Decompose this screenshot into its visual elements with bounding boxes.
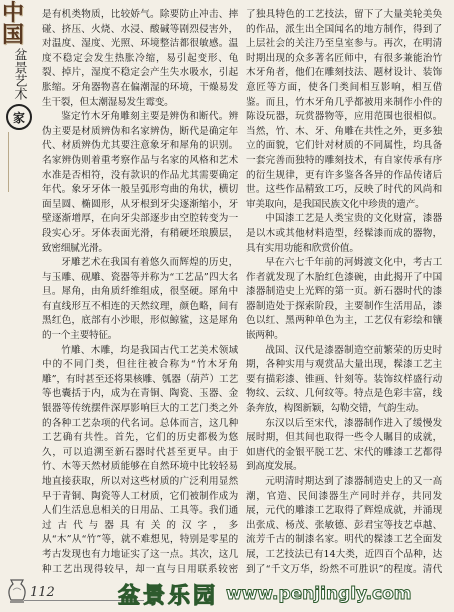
logo-subtitle: 盆景艺术 (11, 48, 27, 100)
paragraph: 元明清时期达到了漆器制造史上的又一高潮，官造、民间漆器生产同时并存，共同发展，元代的雕漆工艺取得了辉煌成就，并涌现出张成、杨茂、张敏德、彭君宝等技艺卓越、流芳千古的制漆名家。明代的髹漆工艺全面发展，工艺技法已有14大类，近四百个品种，达到了“千文万华，纷然不可胜识”的程度。清代 (246, 476, 442, 575)
watermark-url: www.penjingly.com (226, 584, 412, 604)
paragraph: 了独具特色的工艺技法，留下了大量美轮美奂的作品，派生出全国闻名的地方制作，得到了上层社会的关注乃至皇室参与。再次，在明清时期出现的众多著名匠师中，有很多兼能治竹木牙角者，他们在雕刻技法、题材设计、装饰意匠等方面，使各门类间相互影响，相互借鉴。而且，竹木牙角几乎都被用来制作小件的陈设玩器，玩赏器物等，应用范围也很相似。当然，竹、木、牙、角雕在共性之外，更多独立的面貌，它们针对材质的不同属性，均具备一套完善而独特的雕刻技术，有自家传承有序的衍生规律，更有许多鉴各各异的作品传诸后世。这些作品精致工巧，反映了时代的风尚和审美取向，是我国民族文化中珍贵的遗产。 (246, 9, 442, 210)
paragraph: 早在六七千年前的河姆渡文化中，考古工作者就发现了木胎红色漆碗，由此揭开了中国漆器制造史上光辉的第一页。新石器时代的漆器制造处于探索阶段，主要制作生活用品，漆色以红、黑两种单色为主，工艺仅有彩绘和镶嵌两种。 (246, 257, 442, 342)
logo-title: 中国 (2, 0, 25, 48)
paragraph: 中国漆工艺是人类宝贵的文化财富，漆器是以木或其他材料造型，经髹漆而成的器物，具有实用功能和欣赏价值。 (246, 213, 442, 254)
paragraph: 牙雕艺术在我国有着悠久而辉煌的历史，与玉雕、砚雕、瓷器等并称为“工艺品”四大名旦。犀角，由角质纤维组成，很坚硬。犀角中有直线形互不相连的天然纹理，颜色略，间有黑红色，底部有小沙眼，形似鲸鲨，这是犀角的一个主要特征。 (42, 257, 238, 342)
sidebar-decoration (0, 0, 36, 612)
magazine-logo (2, 2, 36, 130)
paragraph: 鉴定竹木牙角雕刻主要是辨伪和断代。辨伪主要是材质辨伪和名家辨伪，断代是确定年代、材质辨伪尤其要注意象牙和犀角的识别。名家辨伪则着重考察作品与名家的风格和艺术水准是否相符，没有款识的作品尤其需要确定年代。象牙牙体一般呈弧形弯曲的角状，横切面呈圆、椭圆形，从牙根到牙尖逐渐缩小，牙壁逐渐增厚，在向牙尖部逐步由空腔转变为一段实心牙。牙体表面光滑，有稍硬坯琅膜层，致密细腻光滑。 (42, 111, 238, 254)
paragraph: 竹雕、木雕，均是我国古代工艺美术领域中的不同门类，但往往被合称为“竹木牙角雕”，有时甚至还将果核雕、瓠器（葫芦）工艺等也囊括于内，成为在青铜、陶瓷、玉器、金银器等传统摆件深厚影响巨大的工艺门类之外的各种工艺杂项的代名词。总体而言，这几种工艺确有共性。首先，它们的历史都极为悠久，可以追溯至新石器时代甚至更早。由于竹、木等天然材质能够在自然环境中比较轻易地直接获取，所以对这些材质的广泛利用显然早于青铜、陶瓷等人工材质，它们被制作成为人们生活息息相关的日用品、工具等。我们通过古代与器具有关的汉字，多从“木”从“竹”等，就不难想见，特别是零星的考古发现也有力地证实了这一点。其次，这几种工艺出现得较早，却一直与日用联系较密 (42, 344, 238, 575)
paragraph: 东汉以后至宋代，漆器制作进入了缓慢发展时期，但其间也取得一些令人瞩目的成就，如唐代的金银平脱工艺、宋代的雕漆工艺都得到高度发展。 (246, 417, 442, 473)
watermark-site-name: 盆景乐园 (118, 582, 219, 609)
vase-icon (2, 576, 32, 606)
text-column-left (42, 8, 238, 576)
logo-seal: 家 (6, 104, 32, 130)
paragraph: 是有机类物质，比较娇气。除要防止冲击、摔碰、挤压、火烧、水浸、酸碱等剧烈侵害外，对温度、湿度、光照、环境整洁都很敏感。温度不稳定会发生热胀冷缩，易引起变形、龟裂、掉片，湿度不稳定会产生失水吸水，引起胀缩。牙角器物喜在偏潮湿的环境，干燥易发生干裂，但太潮湿易发生霉变。 (42, 9, 238, 108)
site-watermark (118, 576, 454, 612)
ornament-line (8, 132, 27, 192)
paragraph: 战国、汉代是漆器制造空前繁荣的历史时期，各种实用与观赏品大量出现，髹漆工艺主要有描彩漆、锥画、针刻等。装饰纹样盛行动物纹、云纹、几何纹等。特点是色彩丰富，线条奔放，构图新颖，勾勒交错，气韵生动。 (246, 344, 442, 415)
text-column-right (246, 8, 442, 576)
page-number: 112 (30, 585, 55, 600)
